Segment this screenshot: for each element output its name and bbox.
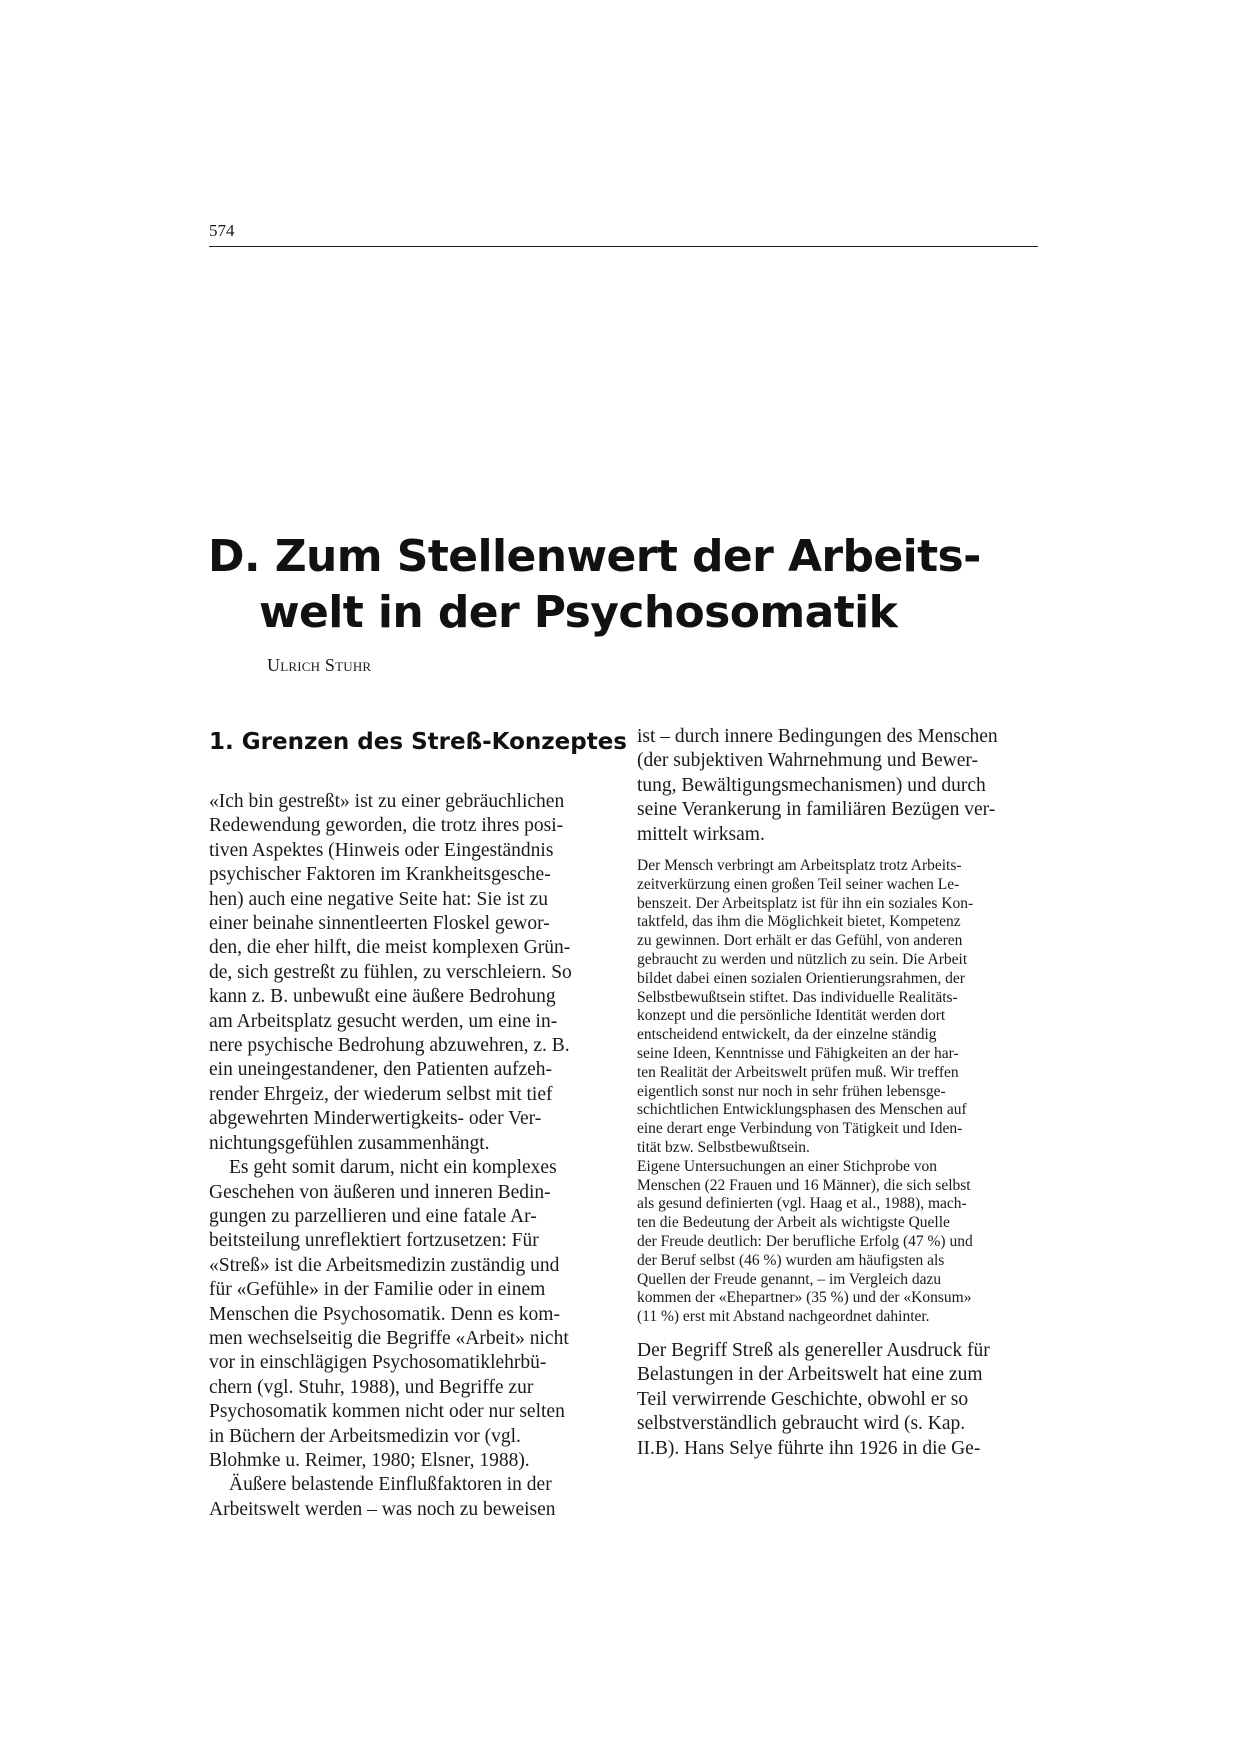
text-line: kann z. B. unbewußt eine äußere Bedrohung xyxy=(209,986,556,1008)
text-line: zeitverkürzung einen großen Teil seiner wachen Le- xyxy=(637,875,960,893)
text-line: vor in einschlägigen Psychosomatiklehrbü- xyxy=(209,1352,547,1374)
text-line: als gesund definierten (vgl. Haag et al., 1988), mach- xyxy=(637,1195,967,1213)
text-line: nere psychische Bedrohung abzuwehren, z. B. xyxy=(209,1035,570,1057)
text-line: Psychosomatik kommen nicht oder nur selten xyxy=(209,1401,565,1423)
text-line: tung, Bewältigungsmechanismen) und durch xyxy=(637,774,986,796)
text-line: benszeit. Der Arbeitsplatz ist für ihn ein soziales Kon- xyxy=(637,894,974,912)
chapter-author: Ulrich Stuhr xyxy=(267,655,372,675)
text-line: taktfeld, das ihm die Möglichkeit bietet, Kompetenz xyxy=(637,913,961,931)
chapter-title-line-1: D. Zum Stellenwert der Arbeits- xyxy=(208,531,981,582)
small-print-passage xyxy=(637,857,1039,1158)
header-rule xyxy=(209,246,1038,247)
text-line: ten die Bedeutung der Arbeit als wichtigste Quelle xyxy=(637,1214,950,1232)
text-line: tiven Aspektes (Hinweis oder Eingeständnis xyxy=(209,839,554,861)
chapter-title xyxy=(208,529,981,641)
spacer xyxy=(637,1327,1039,1339)
text-line: (der subjektiven Wahrnehmung und Bewer- xyxy=(637,750,979,772)
text-line: kommen der «Ehepartner» (35 %) und der «Konsum» xyxy=(637,1289,972,1307)
text-line: nichtungsgefühlen zusammenhängt. xyxy=(209,1132,490,1154)
text-line: chern (vgl. Stuhr, 1988), und Begriffe zur xyxy=(209,1376,534,1398)
text-line: in Büchern der Arbeitsmedizin vor (vgl. xyxy=(209,1425,521,1447)
text-line: Belastungen in der Arbeitswelt hat eine zum xyxy=(637,1364,983,1386)
text-line: ten Realität der Arbeitswelt prüfen muß. Wir treffen xyxy=(637,1063,959,1081)
text-line: «Streß» ist die Arbeitsmedizin zuständig und xyxy=(209,1254,560,1276)
text-line: der Freude deutlich: Der berufliche Erfolg (47 %) und xyxy=(637,1232,973,1250)
text-line: Es geht somit darum, nicht ein komplexes xyxy=(229,1157,557,1179)
text-line: beitsteilung unreflektiert fortzusetzen: Für xyxy=(209,1230,539,1252)
right-column xyxy=(637,725,1039,1461)
text-line: Geschehen von äußeren und inneren Bedin- xyxy=(209,1181,551,1203)
text-line: Teil verwirrende Geschichte, obwohl er so xyxy=(637,1388,969,1410)
text-line: Quellen der Freude genannt, – im Vergleich dazu xyxy=(637,1270,942,1288)
left-column xyxy=(209,790,609,1522)
text-line: Äußere belastende Einflußfaktoren in der xyxy=(229,1474,552,1496)
text-line: hen) auch eine negative Seite hat: Sie ist zu xyxy=(209,888,548,910)
text-line: (11 %) erst mit Abstand nachgeordnet dahinter. xyxy=(637,1308,930,1326)
text-line: Arbeitswelt werden – was noch zu beweisen xyxy=(209,1498,556,1520)
text-line: eine derart enge Verbindung von Tätigkeit und Iden- xyxy=(637,1120,963,1138)
text-line: zu gewinnen. Dort erhält er das Gefühl, von anderen xyxy=(637,932,963,950)
body-paragraph xyxy=(209,1156,609,1473)
text-line: II.B). Hans Selye führte ihn 1926 in die Ge- xyxy=(637,1437,981,1459)
text-line: abgewehrten Minderwertigkeits- oder Ver- xyxy=(209,1108,542,1130)
text-line: ein uneingestandener, den Patienten aufzeh- xyxy=(209,1059,553,1081)
text-line: Redewendung geworden, die trotz ihres posi- xyxy=(209,815,564,837)
text-line: ist – durch innere Bedingungen des Menschen xyxy=(637,726,998,747)
text-line: bildet dabei einen sozialen Orientierungsrahmen, der xyxy=(637,969,965,987)
small-print-passage xyxy=(637,1158,1039,1327)
text-line: der Beruf selbst (46 %) wurden am häufigsten als xyxy=(637,1251,945,1269)
text-line: selbstverständlich gebraucht wird (s. Kap. xyxy=(637,1413,966,1435)
text-line: Der Begriff Streß als genereller Ausdruck für xyxy=(637,1339,990,1361)
body-paragraph-continuation xyxy=(637,725,1039,847)
section-heading: 1. Grenzen des Streß-Konzeptes xyxy=(209,729,627,755)
text-line: men wechselseitig die Begriffe «Arbeit» nicht xyxy=(209,1327,569,1349)
text-line: seine Verankerung in familiären Bezügen ver- xyxy=(637,799,996,821)
text-line: gungen zu parzellieren und eine fatale Ar- xyxy=(209,1205,537,1227)
text-line: Selbstbewußtsein stiftet. Das individuelle Realitäts- xyxy=(637,988,958,1006)
text-line: Der Mensch verbringt am Arbeitsplatz trotz Arbeits- xyxy=(637,857,962,875)
text-line: eigentlich sonst nur noch in sehr frühen lebensge- xyxy=(637,1082,946,1100)
text-line: konzept und die persönliche Identität werden dort xyxy=(637,1007,946,1025)
spacer xyxy=(637,847,1039,857)
text-line: Menschen (22 Frauen und 16 Männer), die sich selbst xyxy=(637,1176,971,1194)
text-line: entscheidend entwickelt, da der einzelne ständig xyxy=(637,1026,937,1044)
text-line: mittelt wirksam. xyxy=(637,823,765,845)
text-line: render Ehrgeiz, der wiederum selbst mit tief xyxy=(209,1083,553,1105)
text-line: den, die eher hilft, die meist komplexen Grün- xyxy=(209,937,571,959)
text-line: am Arbeitsplatz gesucht werden, um eine in- xyxy=(209,1010,558,1032)
text-line: Menschen die Psychosomatik. Denn es kom- xyxy=(209,1303,560,1325)
text-line: «Ich bin gestreßt» ist zu einer gebräuchlichen xyxy=(209,791,565,812)
text-line: psychischer Faktoren im Krankheitsgesche- xyxy=(209,864,551,886)
chapter-title-line-2: welt in der Psychosomatik xyxy=(259,587,898,638)
body-paragraph xyxy=(209,1473,609,1522)
text-line: gebraucht zu werden und nützlich zu sein. Die Arbeit xyxy=(637,951,968,969)
text-line: für «Gefühle» in der Familie oder in einem xyxy=(209,1279,546,1301)
text-line: tität bzw. Selbstbewußtsein. xyxy=(637,1138,810,1156)
body-paragraph xyxy=(209,790,609,1156)
text-line: schichtlichen Entwicklungsphasen des Menschen auf xyxy=(637,1101,967,1119)
page-number: 574 xyxy=(209,221,235,240)
text-line: einer beinahe sinnentleerten Floskel gewor- xyxy=(209,913,550,935)
text-line: Eigene Untersuchungen an einer Stichprobe von xyxy=(637,1157,938,1175)
body-paragraph xyxy=(637,1339,1039,1461)
text-line: Blohmke u. Reimer, 1980; Elsner, 1988). xyxy=(209,1449,530,1471)
text-line: seine Ideen, Kenntnisse und Fähigkeiten an der har- xyxy=(637,1045,959,1062)
text-line: de, sich gestreßt zu fühlen, zu verschleiern. So xyxy=(209,961,572,983)
